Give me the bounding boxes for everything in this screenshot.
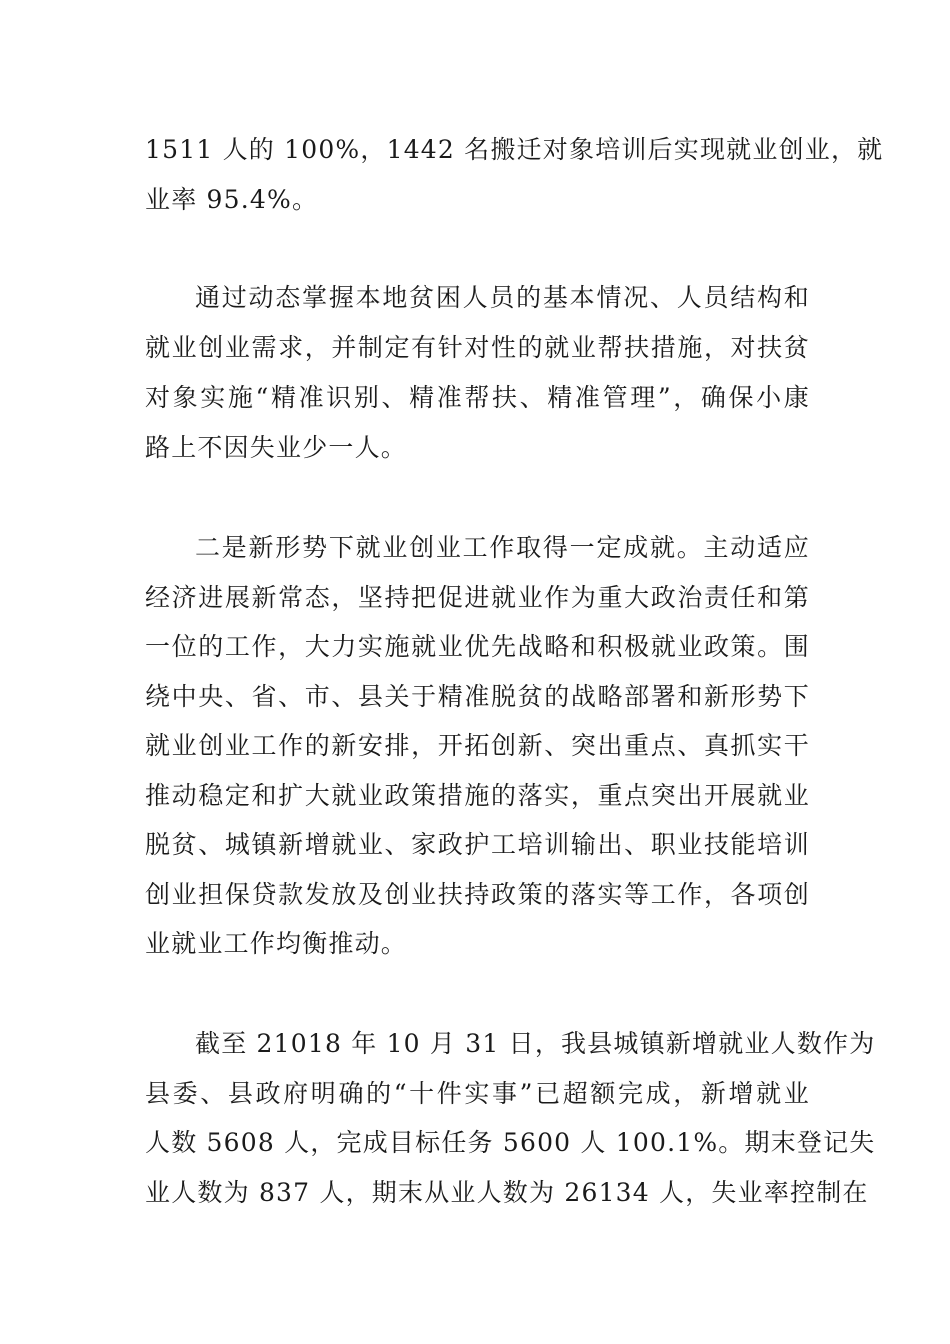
text-line: 业人数为 837 人，期末从业人数为 26134 人，失业率控制在: [145, 1178, 869, 1207]
text-line: 业率 95.4%。: [145, 185, 319, 214]
text-line: 1511 人的 100%，1442 名搬迁对象培训后实现就业创业，就: [145, 135, 884, 164]
text-line: 对象实施“精准识别、精准帮扶、精准管理”，确保小康: [145, 383, 810, 412]
text-line: 一位的工作，大力实施就业优先战略和积极就业政策。围: [145, 632, 810, 661]
text-line: 业就业工作均衡推动。: [145, 929, 408, 958]
text-line: 人数 5608 人，完成目标任务 5600 人 100.1%。期末登记失: [145, 1128, 876, 1157]
text-line: 推动稳定和扩大就业政策措施的落实，重点突出开展就业: [145, 781, 810, 810]
text-line: 二是新形势下就业创业工作取得一定成就。主动适应: [195, 533, 810, 562]
text-line: 通过动态掌握本地贫困人员的基本情况、人员结构和: [195, 283, 810, 312]
text-line: 绕中央、省、市、县关于精准脱贫的战略部署和新形势下: [145, 682, 810, 711]
text-line: 经济进展新常态，坚持把促进就业作为重大政治责任和第: [145, 583, 810, 612]
text-line: 就业创业需求，并制定有针对性的就业帮扶措施，对扶贫: [145, 333, 810, 362]
text-line: 脱贫、城镇新增就业、家政护工培训输出、职业技能培训: [145, 830, 810, 859]
text-line: 就业创业工作的新安排，开拓创新、突出重点、真抓实干: [145, 731, 810, 760]
text-line: 截至 21018 年 10 月 31 日，我县城镇新增就业人数作为: [195, 1029, 876, 1058]
text-line: 县委、县政府明确的“十件实事”已超额完成，新增就业: [145, 1079, 810, 1108]
text-line: 创业担保贷款发放及创业扶持政策的落实等工作，各项创: [145, 880, 810, 909]
text-line: 路上不因失业少一人。: [145, 433, 408, 462]
